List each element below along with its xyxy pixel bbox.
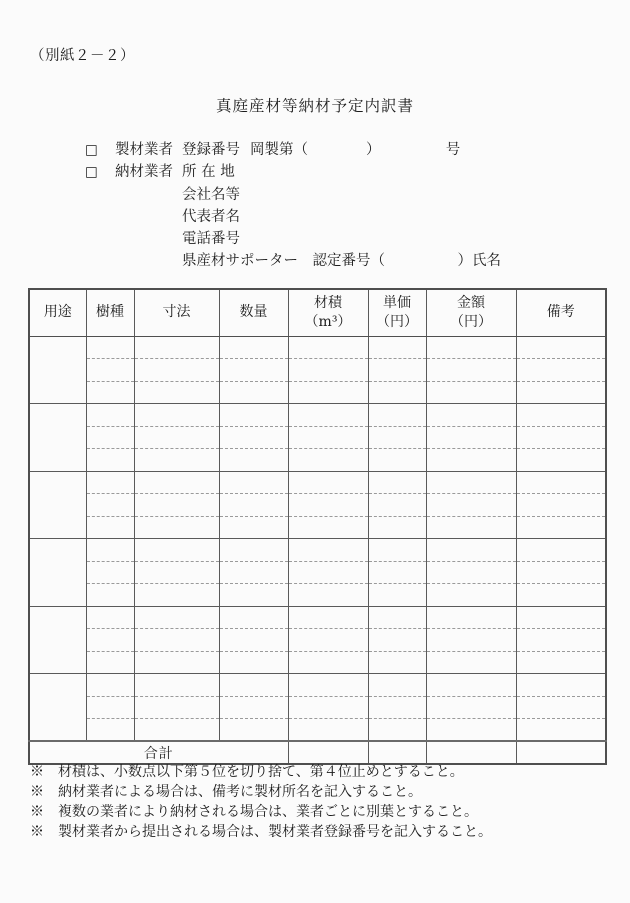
amount-cell [426,516,516,539]
remarks-cell [516,606,606,629]
remarks-cell [516,719,606,742]
col-label: 材積 [314,294,342,311]
amount-cell [426,651,516,674]
remarks-cell [516,359,606,382]
remarks-cell [516,561,606,584]
total-row [29,741,606,764]
remarks-cell [516,629,606,652]
volume-cell [288,404,368,427]
item-row [29,674,606,697]
qty-cell [219,516,288,539]
unit-price-cell [368,449,426,472]
species-cell [86,651,134,674]
item-row [29,651,606,674]
size-cell [134,674,219,697]
item-row [29,539,606,562]
unit-price-cell [368,359,426,382]
item-row [29,516,606,539]
unit-price-cell [368,516,426,539]
table-header-row [29,289,606,336]
col-header-use [29,289,86,336]
registration-number-value: 岡製第（ ） 号 [250,142,461,158]
checkbox-nouzai-gyousha[interactable]: □ [85,164,98,181]
unit-price-cell [368,674,426,697]
note-line: ※ 製材業者から提出される場合は、製材業者登録番号を記入すること。 [30,824,492,840]
unit-price-cell [368,404,426,427]
size-cell [134,426,219,449]
size-cell [134,719,219,742]
volume-cell [288,449,368,472]
breakdown-table [28,288,607,765]
volume-cell [288,336,368,359]
col-unit: （円） [450,313,492,330]
amount-cell [426,629,516,652]
col-header-quantity [219,289,288,336]
qty-cell [219,426,288,449]
item-row [29,696,606,719]
party-section [0,139,501,273]
size-cell [134,629,219,652]
use-cell [29,674,86,742]
remarks-cell [516,539,606,562]
amount-cell [426,719,516,742]
page-title: 真庭産材等納材予定内訳書 [215,97,414,115]
remarks-cell [516,516,606,539]
item-row [29,426,606,449]
qty-cell [219,359,288,382]
size-cell [134,471,219,494]
species-cell [86,381,134,404]
species-cell [86,674,134,697]
unit-price-cell [368,471,426,494]
party-row-seizai [0,139,501,161]
registration-number-label: 登録番号 [182,142,240,158]
size-cell [134,606,219,629]
size-cell [134,539,219,562]
size-cell [134,494,219,517]
item-row [29,584,606,607]
qty-cell [219,674,288,697]
volume-cell [288,584,368,607]
col-unit: （円） [376,313,418,330]
unit-price-cell [368,629,426,652]
volume-cell [288,696,368,719]
item-row [29,381,606,404]
remarks-cell [516,651,606,674]
size-cell [134,449,219,472]
item-row [29,494,606,517]
total-amount-cell [426,741,516,764]
size-cell [134,561,219,584]
amount-cell [426,404,516,427]
amount-cell [426,449,516,472]
species-cell [86,606,134,629]
item-row [29,336,606,359]
unit-price-cell [368,381,426,404]
unit-price-cell [368,426,426,449]
size-cell [134,651,219,674]
qty-cell [219,449,288,472]
amount-cell [426,584,516,607]
remarks-cell [516,696,606,719]
species-cell [86,336,134,359]
col-label: 用途 [43,304,72,321]
total-volume-cell [288,741,368,764]
total-label: 合計 [29,741,288,764]
volume-cell [288,561,368,584]
amount-cell [426,381,516,404]
item-row [29,404,606,427]
col-label: 寸法 [162,304,191,321]
species-cell [86,449,134,472]
unit-price-cell [368,494,426,517]
party-role-label: 製材業者 [115,142,173,158]
remarks-cell [516,584,606,607]
col-unit: （m³） [304,313,352,330]
volume-cell [288,471,368,494]
supporter-line: 県産材サポーター 認定番号（ ）氏名 [182,253,501,270]
col-label: 備考 [546,304,575,321]
col-header-remarks [516,289,606,336]
item-row [29,606,606,629]
volume-cell [288,426,368,449]
qty-cell [219,719,288,742]
unit-price-cell [368,561,426,584]
checkbox-seizai-gyousha[interactable]: □ [85,142,98,158]
size-cell [134,516,219,539]
notes-section [30,762,492,842]
amount-cell [426,696,516,719]
phone-number-label: 電話番号 [182,231,240,248]
representative-name-label: 代表者名 [182,208,240,225]
qty-cell [219,651,288,674]
amount-cell [426,674,516,697]
col-label: 単価 [383,294,411,311]
volume-cell [288,494,368,517]
attachment-label: （別紙２－２） [30,48,135,64]
note-line: ※ 複数の業者により納材される場合は、業者ごとに別葉とすること。 [30,804,478,820]
remarks-cell [516,381,606,404]
species-cell [86,629,134,652]
qty-cell [219,696,288,719]
col-label: 樹種 [96,304,124,321]
amount-cell [426,494,516,517]
qty-cell [219,471,288,494]
unit-price-cell [368,719,426,742]
species-cell [86,359,134,382]
amount-cell [426,471,516,494]
size-cell [134,584,219,607]
remarks-cell [516,336,606,359]
col-header-species [86,289,134,336]
qty-cell [219,381,288,404]
use-cell [29,336,86,404]
note-line: ※ 材積は、小数点以下第５位を切り捨て、第４位止めとすること。 [30,764,464,780]
unit-price-cell [368,696,426,719]
species-cell [86,719,134,742]
amount-cell [426,561,516,584]
species-cell [86,471,134,494]
size-cell [134,336,219,359]
note-line: ※ 納材業者による場合は、備考に製材所名を記入すること。 [30,784,422,800]
qty-cell [219,404,288,427]
qty-cell [219,539,288,562]
qty-cell [219,606,288,629]
volume-cell [288,629,368,652]
species-cell [86,404,134,427]
col-header-size [134,289,219,336]
col-header-volume [288,289,368,336]
species-cell [86,516,134,539]
use-cell [29,471,86,539]
size-cell [134,359,219,382]
use-cell [29,539,86,607]
volume-cell [288,719,368,742]
col-label: 数量 [239,304,268,321]
remarks-cell [516,494,606,517]
remarks-cell [516,471,606,494]
species-cell [86,539,134,562]
item-row [29,359,606,382]
remarks-cell [516,449,606,472]
unit-price-cell [368,584,426,607]
col-header-amount [426,289,516,336]
item-row [29,719,606,742]
remarks-cell [516,426,606,449]
volume-cell [288,674,368,697]
volume-cell [288,539,368,562]
party-role-label: 納材業者 [115,164,173,181]
volume-cell [288,651,368,674]
species-cell [86,494,134,517]
volume-cell [288,359,368,382]
item-row [29,471,606,494]
party-row-nouzai [0,161,501,183]
amount-cell [426,539,516,562]
use-cell [29,606,86,674]
total-remarks-cell [516,741,606,764]
unit-price-cell [368,651,426,674]
col-header-unit-price [368,289,426,336]
amount-cell [426,426,516,449]
amount-cell [426,606,516,629]
size-cell [134,696,219,719]
remarks-cell [516,404,606,427]
item-row [29,561,606,584]
amount-cell [426,336,516,359]
species-cell [86,696,134,719]
item-row [29,629,606,652]
volume-cell [288,516,368,539]
item-row [29,449,606,472]
amount-cell [426,359,516,382]
volume-cell [288,606,368,629]
qty-cell [219,629,288,652]
qty-cell [219,494,288,517]
qty-cell [219,336,288,359]
size-cell [134,381,219,404]
use-cell [29,404,86,472]
address-label: 所 在 地 [182,164,235,181]
volume-cell [288,381,368,404]
unit-price-cell [368,539,426,562]
species-cell [86,561,134,584]
company-name-label: 会社名等 [182,186,240,203]
species-cell [86,584,134,607]
qty-cell [219,584,288,607]
qty-cell [219,561,288,584]
remarks-cell [516,674,606,697]
col-label: 金額 [457,294,485,311]
size-cell [134,404,219,427]
unit-price-cell [368,336,426,359]
unit-price-cell [368,606,426,629]
total-unit-price-cell [368,741,426,764]
species-cell [86,426,134,449]
